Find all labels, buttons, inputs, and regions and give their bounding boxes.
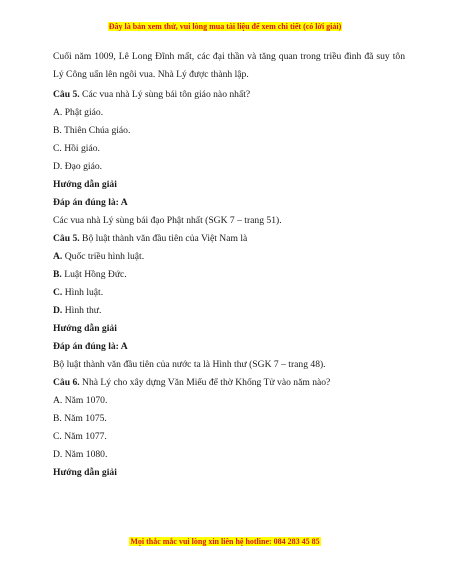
option-b: B. Năm 1075. [53,413,107,424]
option-b [53,266,405,284]
option-letter: C. [53,287,63,298]
option-a [53,248,405,266]
option-c: C. Năm 1077. [53,431,107,442]
preview-banner-text: Đây là bản xem thử, vui lòng mua tài liệu để xem chi tiết (có lời giải) [108,22,342,31]
solution-heading: Hướng dẫn giải [53,179,117,190]
correct-answer: Đáp án đúng là: A [53,197,128,208]
question-text: Bộ luật thành văn đầu tiên của Việt Nam là [79,233,248,244]
question-2 [53,230,405,248]
option-d: D. Đạo giáo. [53,161,103,172]
question-label: Câu 5. [53,89,80,100]
solution-heading: Hướng dẫn giải [53,323,117,334]
option-c [53,284,405,302]
option-b: B. Thiên Chúa giáo. [53,125,131,136]
solution-heading: Hướng dẫn giải [53,467,117,478]
option-text: Luật Hồng Đức. [61,269,127,280]
question-text: Các vua nhà Lý sùng bái tôn giáo nào nhất? [79,89,251,100]
document-body [53,48,405,482]
question-1 [53,86,405,104]
option-letter: A. [53,251,63,262]
preview-banner [0,22,450,31]
option-a: A. Phật giáo. [53,107,104,118]
option-d: D. Năm 1080. [53,449,108,460]
intro-paragraph: Cuối năm 1009, Lê Long Đĩnh mất, các đại thần và tăng quan trong triều đình đã suy tôn Lý Công uẩn lên ngôi vua. Nhà Lý được thành lập. [53,51,405,80]
explanation: Các vua nhà Lý sùng bái đạo Phật nhất (SGK 7 – trang 51). [53,215,282,226]
option-c: C. Hồi giáo. [53,143,100,154]
correct-answer: Đáp án đúng là: A [53,341,128,352]
question-3 [53,374,405,392]
option-text: Quốc triều hình luật. [62,251,145,262]
option-d [53,302,405,320]
question-text: Nhà Lý cho xây dựng Văn Miếu để thờ Khổng Tử vào năm nào? [79,377,331,388]
option-text: Hình luật. [62,287,104,298]
explanation: Bộ luật thành văn đầu tiên của nước ta là Hình thư (SGK 7 – trang 48). [53,359,326,370]
question-label: Câu 6. [53,377,80,388]
option-a: A. Năm 1070. [53,395,108,406]
option-text: Hình thư. [62,305,102,316]
hotline-banner [0,537,450,546]
hotline-banner-text: Mọi thắc mắc vui lòng xin liên hệ hotline: 084 283 45 85 [130,537,320,546]
question-label: Câu 5. [53,233,80,244]
option-letter: B. [53,269,62,280]
option-letter: D. [53,305,63,316]
